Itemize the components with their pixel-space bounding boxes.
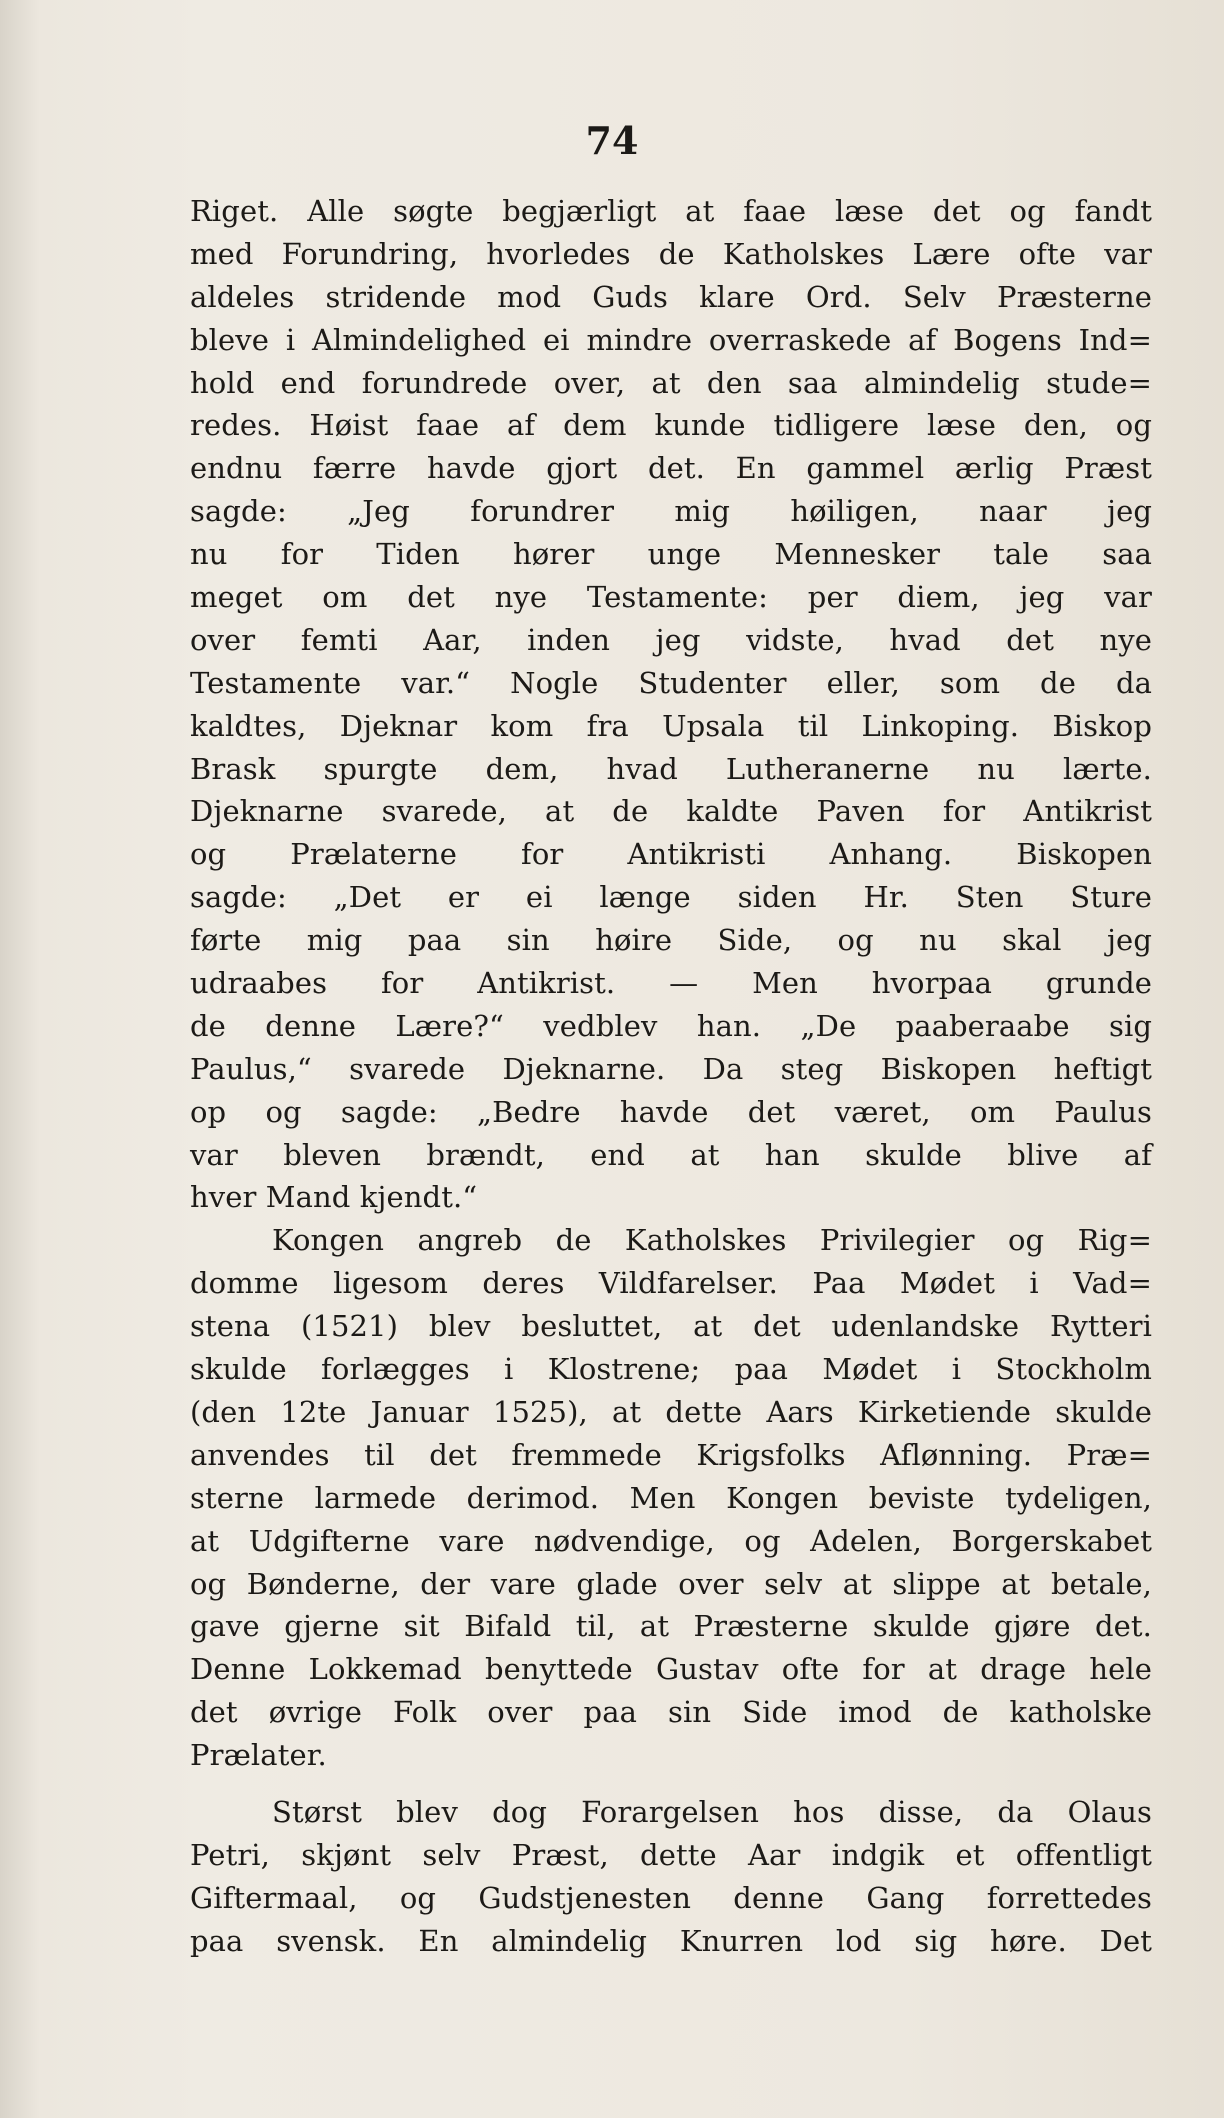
text-line: gave gjerne sit Bifald til, at Præsterne skulde gjøre det. [190, 1609, 1152, 1644]
text-line: bleve i Almindelighed ei mindre overraskede af Bogens Ind= [190, 322, 1152, 357]
text-line: kaldtes, Djeknar kom fra Upsala til Linkoping. Biskop [190, 708, 1152, 743]
text-line: stena (1521) blev besluttet, at det udenlandske Rytteri [190, 1309, 1152, 1344]
text-line: sagde: „Jeg forundrer mig høiligen, naar jeg [190, 494, 1152, 529]
text-line: Denne Lokkemad benyttede Gustav ofte for at drage hele [190, 1652, 1152, 1687]
text-line: Riget. Alle søgte begjærligt at faae læse det og fandt [190, 194, 1152, 228]
text-line: og Prælaterne for Antikristi Anhang. Biskopen [190, 837, 1152, 872]
text-line: Prælater. [190, 1738, 327, 1773]
text-line: over femti Aar, inden jeg vidste, hvad det nye [190, 622, 1152, 657]
text-line: sagde: „Det er ei længe siden Hr. Sten Sture [190, 880, 1152, 915]
text-line: hold end forundrede over, at den saa almindelig stude= [190, 365, 1152, 400]
page-number: 74 [585, 118, 639, 163]
body-text [190, 190, 1152, 1963]
text-line: de denne Lære?“ vedblev han. „De paaberaabe sig [190, 1008, 1152, 1043]
text-line: Størst blev dog Forargelsen hos disse, da Olaus [272, 1794, 1152, 1829]
text-line: redes. Høist faae af dem kunde tidligere læse den, og [190, 408, 1152, 443]
text-line: sterne larmede derimod. Men Kongen beviste tydeligen, [190, 1480, 1152, 1515]
text-line: anvendes til det fremmede Krigsfolks Aflønning. Præ= [190, 1437, 1152, 1472]
paragraph-gap [190, 1777, 1152, 1791]
text-line: nu for Tiden hører unge Mennesker tale saa [190, 537, 1152, 572]
text-line: domme ligesom deres Vildfarelser. Paa Mødet i Vad= [190, 1266, 1152, 1301]
text-line: førte mig paa sin høire Side, og nu skal jeg [190, 923, 1152, 958]
text-line: Brask spurgte dem, hvad Lutheranerne nu lærte. [190, 751, 1152, 786]
text-line: aldeles stridende mod Guds klare Ord. Selv Præsterne [190, 279, 1152, 314]
text-line: det øvrige Folk over paa sin Side imod de katholske [190, 1695, 1152, 1730]
text-line: med Forundring, hvorledes de Katholskes Lære ofte var [190, 236, 1152, 271]
text-line: Giftermaal, og Gudstjenesten denne Gang forrettedes [190, 1880, 1152, 1915]
text-line: op og sagde: „Bedre havde det været, om Paulus [190, 1094, 1152, 1129]
text-line: endnu færre havde gjort det. En gammel ærlig Præst [190, 451, 1152, 486]
text-line: meget om det nye Testamente: per diem, jeg var [190, 580, 1152, 615]
text-line: Kongen angreb de Katholskes Privilegier og Rig= [272, 1223, 1152, 1258]
text-line: paa svensk. En almindelig Knurren lod sig høre. Det [190, 1923, 1152, 1958]
text-line: at Udgifterne vare nødvendige, og Adelen, Borgerskabet [190, 1523, 1152, 1558]
text-line: Testamente var.“ Nogle Studenter eller, som de da [190, 665, 1152, 700]
text-line: var bleven brændt, end at han skulde blive af [190, 1137, 1152, 1172]
text-line: (den 12te Januar 1525), at dette Aars Kirketiende skulde [190, 1394, 1152, 1429]
text-line: Djeknarne svarede, at de kaldte Paven for Antikrist [190, 794, 1152, 829]
text-line: skulde forlægges i Klostrene; paa Mødet i Stockholm [190, 1352, 1152, 1387]
text-line: udraabes for Antikrist. — Men hvorpaa grunde [190, 966, 1152, 1001]
text-line: Paulus,“ svarede Djeknarne. Da steg Biskopen heftigt [190, 1051, 1152, 1086]
text-line: Petri, skjønt selv Præst, dette Aar indgik et offentligt [190, 1837, 1152, 1872]
text-line: og Bønderne, der vare glade over selv at slippe at betale, [190, 1566, 1152, 1601]
text-line: hver Mand kjendt.“ [190, 1180, 478, 1215]
